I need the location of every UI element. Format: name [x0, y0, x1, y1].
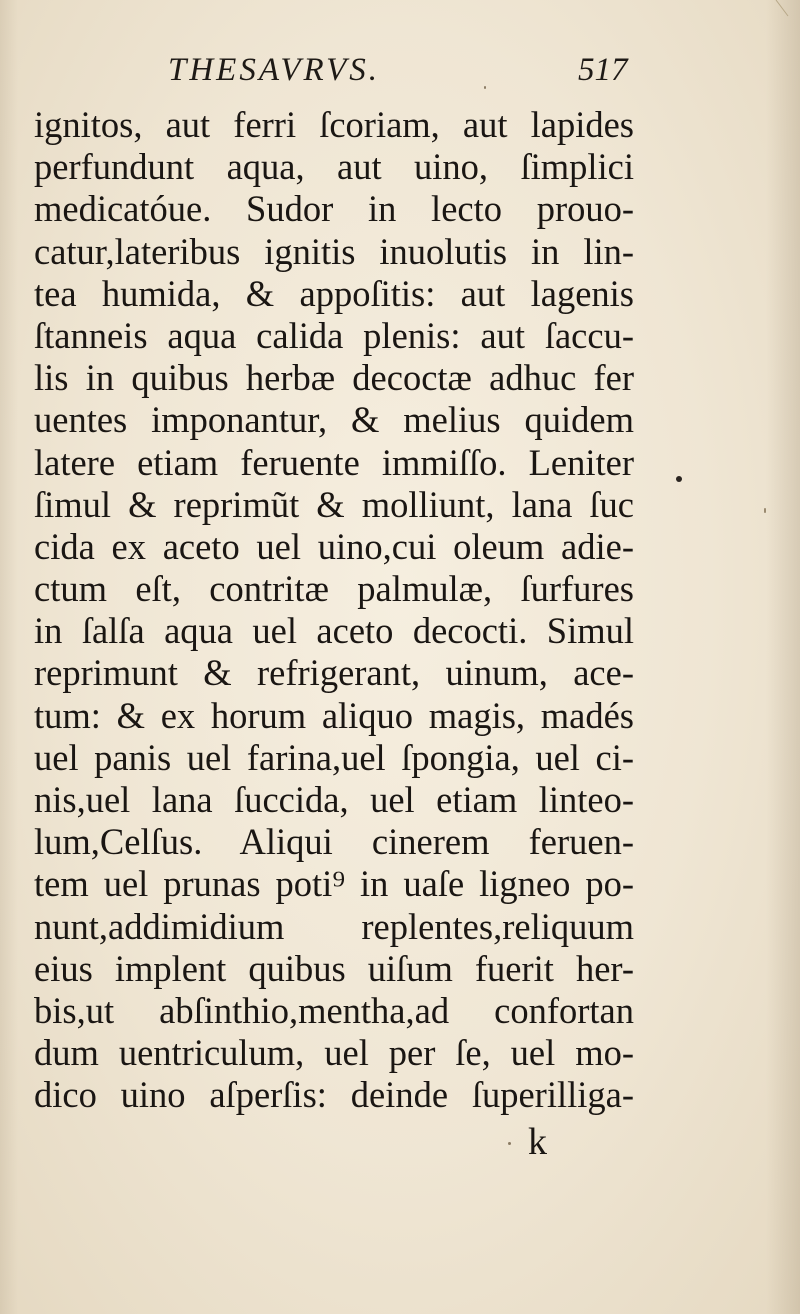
text-line: uel panis uel farina,uel ſpongia, uel ci- [34, 736, 634, 778]
body-text [34, 104, 634, 1117]
text-line: catur,lateribus ignitis inuolutis in lin- [34, 230, 634, 272]
text-line: dico uino aſperſis: deinde ſuperilliga- [34, 1074, 634, 1116]
ink-speck [676, 476, 682, 482]
text-line: tum: & ex horum aliquo magis, madés [34, 694, 634, 736]
page-right-edge-shading [766, 0, 800, 1314]
text-line: lum,Celſus. Aliqui cinerem feruen- [34, 821, 634, 863]
text-line: nunt,addimidium replentes,reliquum [34, 905, 634, 947]
ink-speck [484, 86, 486, 89]
text-line: tea humida, & appoſitis: aut lagenis [34, 272, 634, 314]
text-line: eius implent quibus uiſum fuerit her- [34, 947, 634, 989]
text-line: in ſalſa aqua uel aceto decocti. Simul [34, 610, 634, 652]
text-line: lis in quibus herbæ decoctæ adhuc fer [34, 357, 634, 399]
text-line: tem uel prunas poti⁹ in uaſe ligneo po- [34, 863, 634, 905]
catchword: k [528, 1121, 547, 1163]
text-line: ſtanneis aqua calida plenis: aut ſaccu- [34, 314, 634, 356]
text-line: bis,ut abſinthio,mentha,ad confortan [34, 989, 634, 1031]
text-line: medicatóue. Sudor in lecto prouo- [34, 188, 634, 230]
text-line: cida ex aceto uel uino,cui oleum adie- [34, 525, 634, 567]
text-line: nis,uel lana ſuccida, uel etiam linteo- [34, 779, 634, 820]
ink-speck [764, 508, 766, 513]
text-line: ignitos, aut ferri ſcoriam, aut lapides [34, 104, 634, 145]
corner-fold-mark [772, 0, 792, 18]
text-line: ſimul & reprimũt & molliunt, lana ſuc [34, 483, 634, 525]
page-number: 517 [578, 52, 628, 88]
running-head: THESAVRVS. [168, 52, 380, 88]
text-line: latere etiam feruente immiſſo. Leniter [34, 441, 634, 483]
text-line: dum uentriculum, uel per ſe, uel mo- [34, 1032, 634, 1074]
ink-speck [508, 1142, 511, 1145]
text-line: perfundunt aqua, aut uino, ſimplici [34, 146, 634, 188]
text-line: ctum eſt, contritæ palmulæ, ſurfures [34, 568, 634, 610]
text-line: uentes imponantur, & melius quidem [34, 399, 634, 441]
page-header [140, 52, 640, 100]
text-line: reprimunt & refrigerant, uinum, ace- [34, 652, 634, 694]
page-left-edge-shading [0, 0, 18, 1314]
